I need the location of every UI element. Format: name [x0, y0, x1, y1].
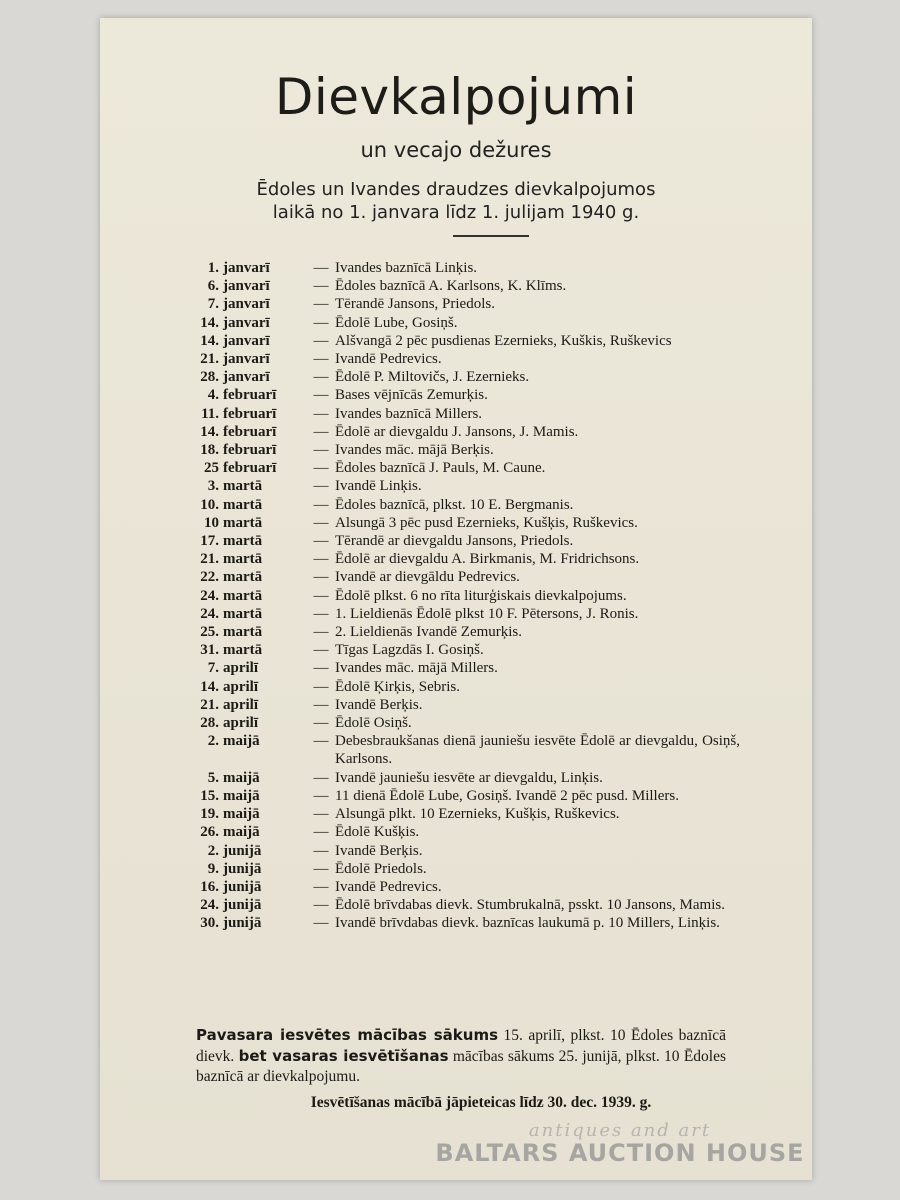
schedule-month: janvarī	[223, 296, 270, 313]
schedule-text: Ivandē Linķis.	[335, 478, 422, 495]
schedule-row	[185, 332, 740, 350]
schedule-date	[185, 805, 307, 823]
schedule-text: Ēdolē Kušķis.	[335, 824, 420, 841]
schedule-month: aprilī	[223, 660, 259, 677]
schedule-date	[185, 842, 307, 860]
schedule-month: februarī	[223, 442, 277, 459]
schedule-dash: —	[313, 442, 329, 459]
intro-text	[100, 178, 812, 224]
schedule-month: aprilī	[223, 696, 259, 713]
schedule-text: Tīgas Lagzdās I. Gosiņš.	[335, 642, 484, 659]
schedule-row	[185, 277, 740, 295]
schedule-dash: —	[313, 787, 329, 804]
schedule-day: 28.	[200, 715, 219, 732]
schedule-date	[185, 423, 307, 441]
schedule-month: junijā	[223, 860, 262, 877]
footer-text-1: 15. aprilī, plkst. 10 Ēdoles baznīcā dievk.	[196, 1027, 726, 1065]
footer-paragraph	[196, 1025, 726, 1087]
schedule-dash: —	[313, 806, 329, 823]
page-title: Dievkalpojumi	[274, 68, 638, 126]
schedule-month: martā	[223, 642, 263, 659]
schedule-day: 4.	[207, 387, 219, 404]
schedule-month: janvarī	[223, 260, 270, 276]
schedule-date	[185, 659, 307, 677]
schedule-day: 24.	[200, 897, 219, 914]
schedule-date	[185, 641, 307, 659]
schedule-day: 14.	[200, 678, 219, 695]
schedule-month: maijā	[223, 824, 260, 841]
schedule-row	[185, 532, 740, 550]
schedule-day: 10	[204, 514, 219, 531]
schedule-text: Ivandē Pedrevics.	[335, 878, 442, 895]
schedule-date	[185, 441, 307, 459]
schedule-date	[185, 350, 307, 368]
schedule-dash: —	[313, 514, 329, 531]
schedule-date	[185, 896, 307, 914]
schedule-month: aprilī	[223, 715, 259, 732]
schedule-text: Ivandē Berķis.	[335, 842, 423, 859]
schedule-row	[185, 896, 740, 914]
schedule-month: martā	[223, 533, 263, 550]
schedule-dash: —	[313, 351, 329, 368]
schedule-text: Ivandē Pedrevics.	[335, 351, 442, 368]
schedule-row	[185, 314, 740, 332]
schedule-row	[185, 860, 740, 878]
schedule-date	[185, 459, 307, 477]
schedule-text: Ivandes baznīcā Millers.	[335, 405, 483, 422]
schedule-dash: —	[313, 715, 329, 732]
schedule-text: Ivandē ar dievgāldu Pedrevics.	[335, 569, 520, 586]
schedule-dash: —	[313, 569, 329, 586]
schedule-day: 7.	[207, 660, 219, 677]
schedule-day: 22.	[200, 569, 219, 586]
schedule-row	[185, 805, 740, 823]
schedule-row	[185, 550, 740, 568]
schedule-date	[185, 332, 307, 350]
footer-bold-1: Pavasara iesvētes mācības sākums	[196, 1026, 499, 1044]
schedule-dash: —	[313, 897, 329, 914]
schedule-date	[185, 386, 307, 404]
intro-line-1: Ēdoles un Ivandes draudzes dievkalpojumos	[256, 179, 656, 200]
schedule-dash: —	[313, 915, 329, 932]
schedule-day: 18.	[200, 442, 219, 459]
schedule-date	[185, 623, 307, 641]
schedule-month: martā	[223, 551, 263, 568]
schedule-dash: —	[313, 733, 329, 750]
page-subtitle: un vecajo dežures	[360, 138, 552, 162]
schedule-row	[185, 678, 740, 696]
schedule-day: 7.	[207, 296, 219, 313]
schedule-text: Ivandes māc. mājā Berķis.	[335, 442, 494, 459]
schedule-row	[185, 295, 740, 313]
schedule-day: 5.	[207, 769, 219, 786]
schedule-text: 2. Lieldienās Ivandē Zemurķis.	[335, 624, 523, 641]
schedule-text: Alsungā plkt. 10 Ezernieks, Kušķis, Ruškevics.	[335, 806, 620, 823]
schedule-dash: —	[313, 278, 329, 295]
schedule-month: maijā	[223, 769, 260, 786]
schedule-dash: —	[313, 878, 329, 895]
schedule-date	[185, 605, 307, 623]
schedule-row	[185, 514, 740, 532]
schedule-date	[185, 405, 307, 423]
schedule-dash: —	[313, 296, 329, 313]
schedule-month: martā	[223, 496, 263, 513]
schedule-row	[185, 605, 740, 623]
schedule-date	[185, 550, 307, 568]
schedule-month: februarī	[223, 460, 277, 477]
schedule-dash: —	[313, 678, 329, 695]
schedule-day: 19.	[200, 806, 219, 823]
schedule-text: Ēdolē plkst. 6 no rīta liturģiskais dievkalpojums.	[335, 587, 627, 604]
schedule-dash: —	[313, 260, 329, 276]
schedule-date	[185, 514, 307, 532]
schedule-text: Ivandē brīvdabas dievk. baznīcas laukumā p. 10 Millers, Linķis.	[335, 915, 720, 932]
title-divider	[453, 235, 529, 237]
schedule-dash: —	[313, 660, 329, 677]
schedule-month: februarī	[223, 423, 277, 440]
schedule-month: februarī	[223, 387, 277, 404]
schedule-month: februarī	[223, 405, 277, 422]
watermark-tagline: antiques and art	[528, 1120, 712, 1141]
schedule-month: janvarī	[223, 332, 270, 349]
schedule-day: 25.	[200, 624, 219, 641]
footer-bold-2: bet vasaras iesvētīšanas	[238, 1047, 449, 1065]
schedule-date	[185, 678, 307, 696]
schedule-dash: —	[313, 423, 329, 440]
schedule-month: junijā	[223, 897, 262, 914]
schedule-text: Ēdoles baznīcā J. Pauls, M. Caune.	[335, 460, 546, 477]
schedule-row	[185, 641, 740, 659]
schedule-text: Tērandē Jansons, Priedols.	[335, 296, 495, 313]
schedule-date	[185, 368, 307, 386]
auction-watermark	[420, 1120, 820, 1167]
schedule-text: Ēdolē Lube, Gosiņš.	[335, 314, 458, 331]
schedule-dash: —	[313, 605, 329, 622]
schedule-date	[185, 568, 307, 586]
schedule-date	[185, 696, 307, 714]
schedule-row	[185, 823, 740, 841]
schedule-day: 2.	[207, 733, 219, 750]
schedule-dash: —	[313, 369, 329, 386]
schedule-text: Ēdoles baznīcā A. Karlsons, K. Klīms.	[335, 278, 567, 295]
schedule-dash: —	[313, 642, 329, 659]
schedule-text: Ēdolē Osiņš.	[335, 715, 412, 732]
schedule-text: Ēdolē Priedols.	[335, 860, 427, 877]
schedule-text: Ivandē jauniešu iesvēte ar dievgaldu, Linķis.	[335, 769, 603, 786]
intro-line-2: laikā no 1. janvara līdz 1. julijam 1940 g.	[272, 202, 640, 223]
schedule-day: 16.	[200, 878, 219, 895]
schedule-day: 14.	[200, 332, 219, 349]
schedule-month: janvarī	[223, 351, 270, 368]
schedule-text: Ivandē Berķis.	[335, 696, 423, 713]
schedule-month: martā	[223, 605, 263, 622]
footer-notice	[196, 1025, 726, 1113]
schedule-row	[185, 914, 740, 932]
schedule-date	[185, 787, 307, 805]
schedule-date	[185, 714, 307, 732]
schedule-day: 14.	[200, 423, 219, 440]
schedule-dash: —	[313, 842, 329, 859]
schedule-date	[185, 587, 307, 605]
schedule-row	[185, 659, 740, 677]
schedule-dash: —	[313, 769, 329, 786]
schedule-dash: —	[313, 824, 329, 841]
schedule-day: 6.	[207, 278, 219, 295]
schedule-text: Alsungā 3 pēc pusd Ezernieks, Kušķis, Ruškevics.	[335, 514, 638, 531]
schedule-month: junijā	[223, 878, 262, 895]
schedule-month: maijā	[223, 733, 260, 750]
schedule-day: 14.	[200, 314, 219, 331]
schedule-dash: —	[313, 405, 329, 422]
schedule-row	[185, 587, 740, 605]
schedule-dash: —	[313, 533, 329, 550]
schedule-date	[185, 277, 307, 295]
schedule-dash: —	[313, 496, 329, 513]
schedule-month: janvarī	[223, 278, 270, 295]
schedule-row	[185, 568, 740, 586]
schedule-text: 11 dienā Ēdolē Lube, Gosiņš. Ivandē 2 pēc pusd. Millers.	[335, 787, 679, 804]
schedule-text: Alšvangā 2 pēc pusdienas Ezernieks, Kuškis, Ruškevics	[335, 332, 672, 349]
schedule-day: 21.	[200, 351, 219, 368]
schedule-date	[185, 477, 307, 495]
schedule-text: Ivandes māc. mājā Millers.	[335, 660, 498, 677]
schedule-row	[185, 477, 740, 495]
schedule-row	[185, 368, 740, 386]
schedule-date	[185, 823, 307, 841]
schedule-row	[185, 441, 740, 459]
footer-deadline: Iesvētīšanas mācībā jāpieteicas līdz 30. dec. 1939. g.	[310, 1094, 652, 1111]
schedule-day: 30.	[200, 915, 219, 932]
schedule-dash: —	[313, 332, 329, 349]
schedule-dash: —	[313, 587, 329, 604]
schedule-text: Debesbraukšanas dienā jauniešu iesvēte Ēdolē ar dievgaldu, Osiņš, Karlsons.	[335, 733, 740, 768]
schedule-text: Ēdolē ar dievgaldu A. Birkmanis, M. Fridrichsons.	[335, 551, 640, 568]
schedule-row	[185, 350, 740, 368]
schedule-dash: —	[313, 387, 329, 404]
schedule-text: 1. Lieldienās Ēdolē plkst 10 F. Pētersons, J. Ronis.	[335, 605, 639, 622]
schedule-row	[185, 696, 740, 714]
schedule-date	[185, 860, 307, 878]
schedule-dash: —	[313, 460, 329, 477]
schedule-day: 10.	[200, 496, 219, 513]
schedule-row	[185, 714, 740, 732]
schedule-day: 1.	[207, 260, 219, 276]
schedule-day: 25	[204, 460, 219, 477]
schedule-row	[185, 386, 740, 404]
schedule-dash: —	[313, 696, 329, 713]
schedule-day: 11.	[201, 405, 219, 422]
schedule-text: Ēdolē brīvdabas dievk. Stumbrukalnā, psskt. 10 Jansons, Mamis.	[335, 897, 725, 914]
schedule-text: Ēdolē ar dievgaldu J. Jansons, J. Mamis.	[335, 423, 579, 440]
schedule-row	[185, 423, 740, 441]
schedule-date	[185, 769, 307, 787]
schedule-month: martā	[223, 587, 263, 604]
schedule-day: 21.	[200, 551, 219, 568]
schedule-dash: —	[313, 860, 329, 877]
schedule-month: aprilī	[223, 678, 259, 695]
schedule-date	[185, 732, 307, 768]
schedule-day: 15.	[200, 787, 219, 804]
schedule-day: 17.	[200, 533, 219, 550]
schedule-date	[185, 878, 307, 896]
schedule-day: 26.	[200, 824, 219, 841]
schedule-month: martā	[223, 569, 263, 586]
schedule-day: 3.	[207, 478, 219, 495]
schedule-month: junijā	[223, 915, 262, 932]
schedule-date	[185, 914, 307, 932]
schedule-month: junijā	[223, 842, 262, 859]
schedule-month: martā	[223, 478, 263, 495]
schedule-row	[185, 787, 740, 805]
schedule-text: Bases vējnīcās Zemurķis.	[335, 387, 488, 404]
schedule-row	[185, 496, 740, 514]
schedule-dash: —	[313, 478, 329, 495]
schedule-row	[185, 405, 740, 423]
schedule-row	[185, 842, 740, 860]
schedule-row	[185, 732, 740, 768]
schedule-date	[185, 314, 307, 332]
schedule-month: maijā	[223, 787, 260, 804]
schedule-row	[185, 259, 740, 277]
schedule-day: 31.	[200, 642, 219, 659]
schedule-date	[185, 532, 307, 550]
schedule-list	[185, 259, 740, 933]
document-sheet	[100, 18, 812, 1180]
schedule-text: Ēdolē Ķirķis, Sebris.	[335, 678, 460, 695]
schedule-day: 9.	[207, 860, 219, 877]
watermark-logo-text: BALTARS AUCTION HOUSE	[435, 1139, 805, 1167]
schedule-month: martā	[223, 514, 263, 531]
schedule-text: Ēdolē P. Miltovičs, J. Ezernieks.	[335, 369, 530, 386]
schedule-day: 28.	[200, 369, 219, 386]
schedule-text: Ēdoles baznīcā, plkst. 10 E. Bergmanis.	[335, 496, 574, 513]
schedule-day: 24.	[200, 587, 219, 604]
schedule-row	[185, 769, 740, 787]
schedule-date	[185, 259, 307, 277]
schedule-day: 2.	[207, 842, 219, 859]
schedule-date	[185, 496, 307, 514]
schedule-text: Ivandes baznīcā Linķis.	[335, 260, 478, 276]
schedule-dash: —	[313, 624, 329, 641]
schedule-date	[185, 295, 307, 313]
schedule-text: Tērandē ar dievgaldu Jansons, Priedols.	[335, 533, 574, 550]
schedule-row	[185, 459, 740, 477]
schedule-month: martā	[223, 624, 263, 641]
schedule-day: 24.	[200, 605, 219, 622]
schedule-day: 21.	[200, 696, 219, 713]
footer-text-2: mācības sākums 25. junijā, plkst. 10 Ēdoles baznīcā ar dievkalpojumu.	[196, 1048, 727, 1085]
schedule-row	[185, 878, 740, 896]
schedule-month: janvarī	[223, 314, 270, 331]
schedule-row	[185, 623, 740, 641]
schedule-dash: —	[313, 314, 329, 331]
schedule-dash: —	[313, 551, 329, 568]
schedule-month: janvarī	[223, 369, 270, 386]
schedule-month: maijā	[223, 806, 260, 823]
